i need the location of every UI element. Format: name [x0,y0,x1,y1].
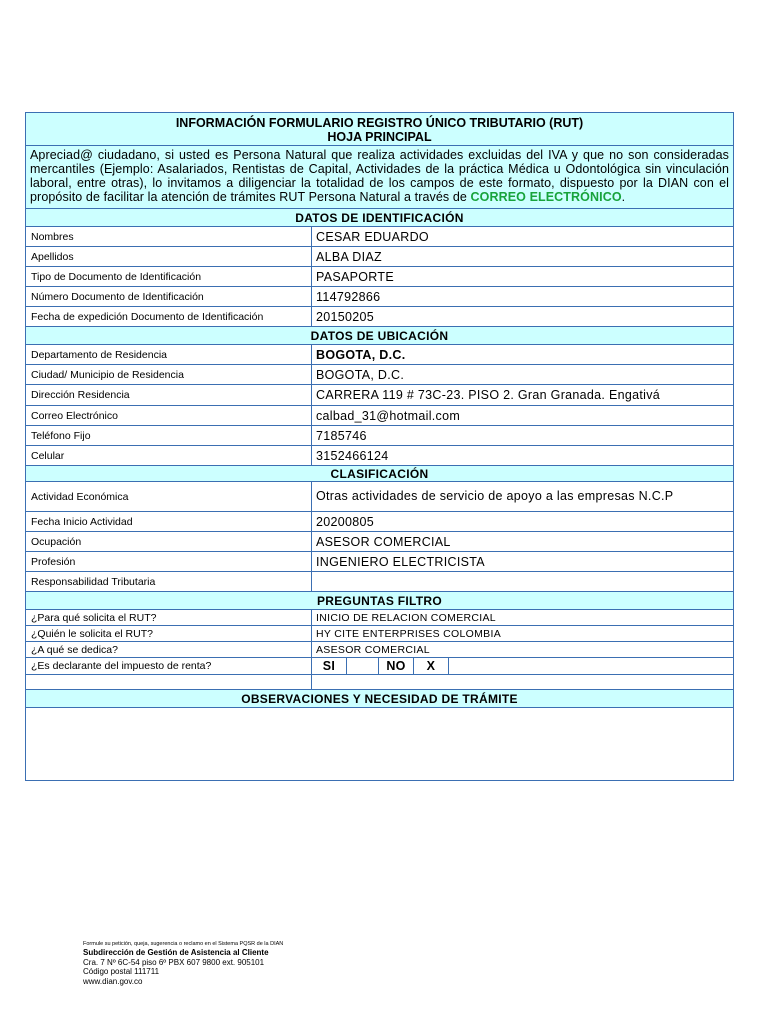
form-title-line2: HOJA PRINCIPAL [327,130,432,144]
observaciones-area[interactable] [26,708,733,780]
field-label: Responsabilidad Tributaria [26,572,312,591]
no-checkbox[interactable]: X [414,658,449,674]
empty-cell [26,675,312,689]
form-title [26,113,733,146]
section-header-clasificacion [26,466,733,482]
field-row-apellidos [26,247,733,267]
field-label: Apellidos [26,247,312,266]
field-label: Número Documento de Identificación [26,287,312,306]
field-row-a-que-se-dedica [26,642,733,658]
si-label: SI [312,658,347,674]
intro-end: . [621,190,626,204]
field-label: Departamento de Residencia [26,345,312,364]
field-label: ¿Para qué solicita el RUT? [26,610,312,625]
field-label: Actividad Económica [26,482,312,511]
field-row-direccion [26,385,733,406]
rut-form [25,112,734,781]
section-title: DATOS DE IDENTIFICACIÓN [295,210,464,225]
field-label: Fecha de expedición Documento de Identificación [26,307,312,326]
intro-text: Apreciad@ ciudadano, si usted es Persona Natural que realiza actividades excluidas del IVA y que no son consideradas mercantiles (Ejemplo: Asalariados, Rentistas de Capital, Actividades de la práctica Médica u Odontológica sin vinculación laboral, entre otras), lo invitamos a diligenciar la totalidad de los campos de este formato, dispuesto por la DIAN con el propósito de facilitar la atención de trámites RUT Persona Natural a través de [30,148,729,204]
field-label: Ocupación [26,532,312,551]
field-value-quien: HY CITE ENTERPRISES COLOMBIA [316,627,501,640]
section-header-observaciones [26,690,733,708]
field-row-telefono [26,426,733,446]
field-row-responsabilidad [26,572,733,592]
field-row-ciudad [26,365,733,385]
footer-pqsr: Formule su petición, queja, sugerencia o reclamo en el Sistema PQSR de la DIAN [83,941,284,947]
field-value-para-que: INICIO DE RELACION COMERCIAL [316,611,496,624]
field-label: ¿Es declarante del impuesto de renta? [26,658,312,674]
field-value-responsabilidad [312,572,733,591]
observaciones-text [26,708,733,780]
section-title: PREGUNTAS FILTRO [316,593,443,608]
field-value-apellidos: ALBA DIAZ [316,249,382,264]
intro-paragraph [26,146,733,209]
field-value-telefono: 7185746 [316,428,367,443]
field-row-celular [26,446,733,466]
field-row-actividad-economica [26,482,733,512]
field-row-numero-documento [26,287,733,307]
field-value-numero-documento: 114792866 [316,289,381,304]
footer-subdireccion: Subdirección de Gestión de Asistencia al Cliente [83,948,269,957]
field-row-ocupacion [26,532,733,552]
field-value-celular: 3152466124 [316,448,389,463]
form-title-line1: INFORMACIÓN FORMULARIO REGISTRO ÚNICO TRIBUTARIO (RUT) [175,116,584,130]
footer-website[interactable]: www.dian.gov.co [83,976,143,986]
field-row-nombres [26,227,733,247]
field-value-ocupacion: ASESOR COMERCIAL [316,534,451,549]
field-value-ciudad: BOGOTA, D.C. [316,367,405,382]
field-value-departamento: BOGOTA, D.C. [316,347,406,362]
field-row-tipo-documento [26,267,733,287]
footer-address: Cra. 7 Nº 6C-54 piso 6º PBX 607 9800 ext. 905101 [83,957,265,967]
declarante-options [312,658,733,674]
section-header-identificacion [26,209,733,227]
field-label: Tipo de Documento de Identificación [26,267,312,286]
field-label: Nombres [26,227,312,246]
field-label: Dirección Residencia [26,385,312,405]
field-value-fecha-inicio: 20200805 [316,514,375,529]
field-value-a-que-se-dedica: ASESOR COMERCIAL [316,643,430,656]
field-row-para-que [26,610,733,626]
field-row-departamento [26,345,733,365]
field-value-direccion: CARRERA 119 # 73C-23. PISO 2. Gran Granada. Engativá [316,388,661,402]
field-label: Correo Electrónico [26,406,312,425]
no-label: NO [379,658,414,674]
field-value-profesion: INGENIERO ELECTRICISTA [316,554,485,569]
si-checkbox[interactable] [347,658,379,674]
section-title: CLASIFICACIÓN [330,466,429,481]
intro-highlight-email: CORREO ELECTRÓNICO [470,190,622,204]
field-row-fecha-expedicion [26,307,733,327]
field-label: Fecha Inicio Actividad [26,512,312,531]
field-value-fecha-expedicion: 20150205 [316,309,375,324]
footer-postal-code: Código postal 111711 [83,967,160,976]
field-label: Teléfono Fijo [26,426,312,445]
field-row-correo [26,406,733,426]
field-value-actividad-economica: Otras actividades de servicio de apoyo a las empresas N.C.P [316,489,674,503]
empty-row [26,675,733,690]
section-title: DATOS DE UBICACIÓN [310,328,449,343]
field-label: Ciudad/ Municipio de Residencia [26,365,312,384]
field-label: ¿Quién le solicita el RUT? [26,626,312,641]
field-value-correo: calbad_31@hotmail.com [316,408,461,423]
field-row-quien [26,626,733,642]
field-value-tipo-documento: PASAPORTE [316,269,394,284]
footer [83,941,283,986]
field-row-declarante [26,658,733,675]
field-label: ¿A qué se dedica? [26,642,312,657]
empty-cell [312,675,733,689]
section-header-ubicacion [26,327,733,345]
section-header-preguntas [26,592,733,610]
field-label: Celular [26,446,312,465]
field-label: Profesión [26,552,312,571]
field-value-nombres: CESAR EDUARDO [316,229,429,244]
section-title: OBSERVACIONES Y NECESIDAD DE TRÁMITE [241,691,518,706]
field-row-fecha-inicio [26,512,733,532]
field-row-profesion [26,552,733,572]
